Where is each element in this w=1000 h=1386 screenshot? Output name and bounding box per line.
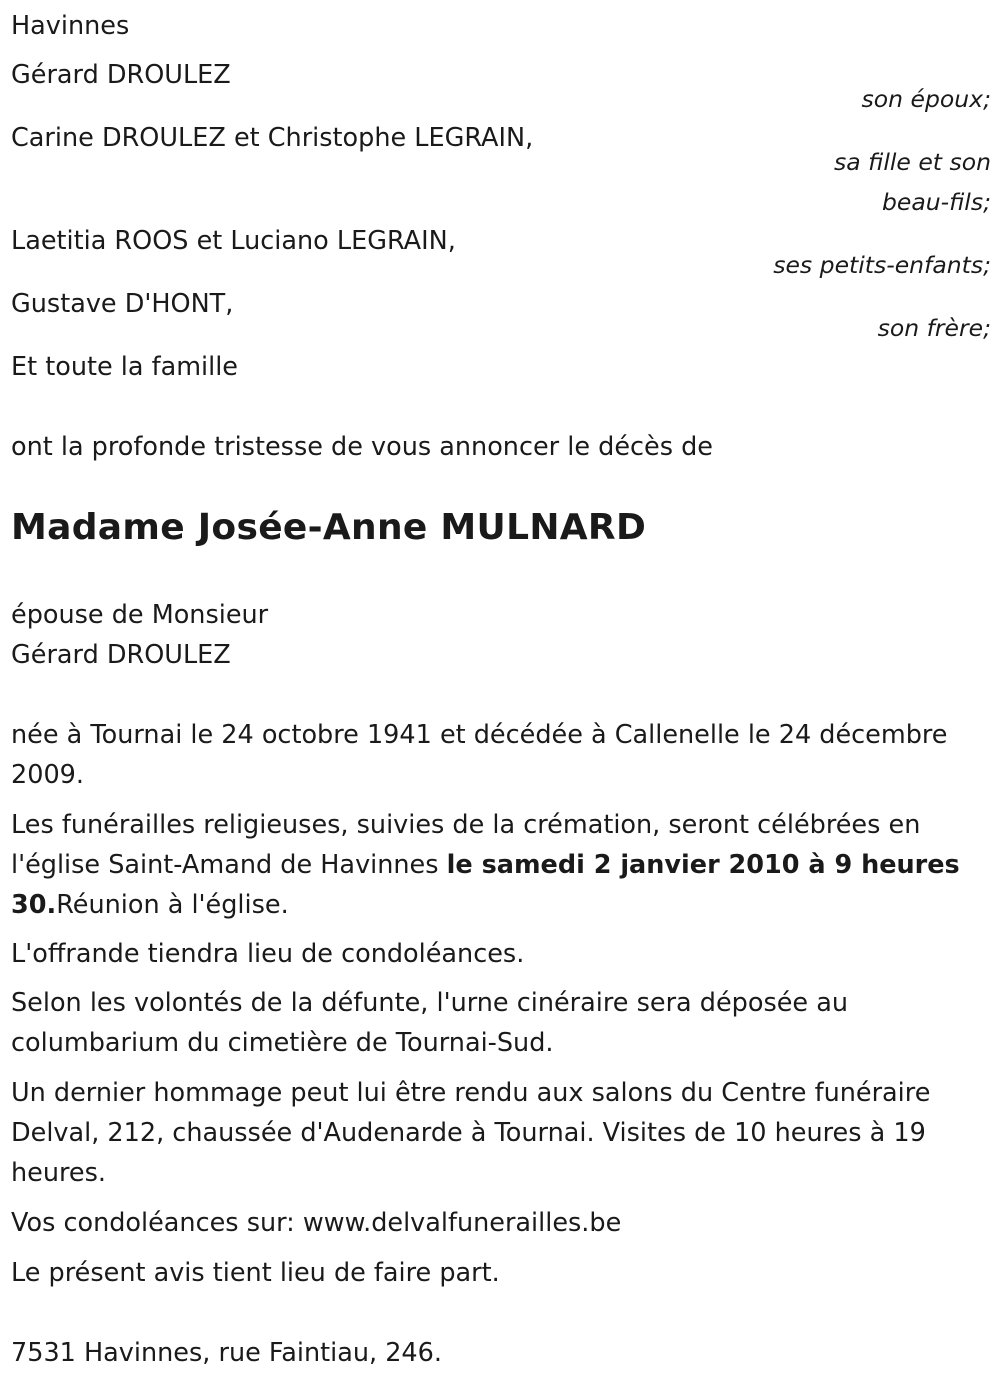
funeral-intro: Les funérailles religieuses, suivies de la crémation, seront célébrées en l'église Saint-Amand de Havinnes xyxy=(11,810,921,880)
family-closing: Et toute la famille xyxy=(11,352,238,382)
funeral-outro: Réunion à l'église. xyxy=(56,890,289,920)
spouse-name: Gérard DROULEZ xyxy=(11,640,231,670)
announcement-text: ont la profonde tristesse de vous annoncer le décès de xyxy=(11,432,713,462)
family-member-name: Laetitia ROOS et Luciano LEGRAIN, xyxy=(11,226,456,256)
urn-paragraph: Selon les volontés de la défunte, l'urne cinéraire sera déposée au columbarium du cimetière de Tournai-Sud. xyxy=(11,988,849,1058)
header-place: Havinnes xyxy=(11,11,130,41)
deceased-name: Madame Josée-Anne MULNARD xyxy=(11,507,647,548)
family-member-name: Gérard DROULEZ xyxy=(11,60,231,90)
birth-death-paragraph: née à Tournai le 24 octobre 1941 et décédée à Callenelle le 24 décembre 2009. xyxy=(11,720,948,790)
family-member-relation: ses petits-enfants; xyxy=(773,251,991,279)
tribute-paragraph: Un dernier hommage peut lui être rendu aux salons du Centre funéraire Delval, 212, chaussée d'Audenarde à Tournai. Visites de 10 heures à 19 heures. xyxy=(11,1078,931,1188)
family-member-relation: son époux; xyxy=(861,85,991,113)
family-member-relation: sa fille et son xyxy=(834,148,991,176)
family-member-relation: son frère; xyxy=(877,314,991,342)
obituary-notice xyxy=(11,0,991,1386)
funeral-date: le samedi 2 janvier 2010 à 9 heures 30. xyxy=(11,850,960,920)
address: 7531 Havinnes, rue Faintiau, 246. xyxy=(11,1338,442,1368)
family-member-relation: beau-fils; xyxy=(881,188,991,216)
condolences-paragraph: Vos condoléances sur: www.delvalfunerailles.be xyxy=(11,1208,622,1238)
notice-paragraph: Le présent avis tient lieu de faire part. xyxy=(11,1258,500,1288)
funeral-paragraph xyxy=(11,805,991,925)
family-member-name: Carine DROULEZ et Christophe LEGRAIN, xyxy=(11,123,534,153)
spouse-line: épouse de Monsieur xyxy=(11,600,269,630)
offering-paragraph: L'offrande tiendra lieu de condoléances. xyxy=(11,939,525,969)
family-member-name: Gustave D'HONT, xyxy=(11,289,234,319)
